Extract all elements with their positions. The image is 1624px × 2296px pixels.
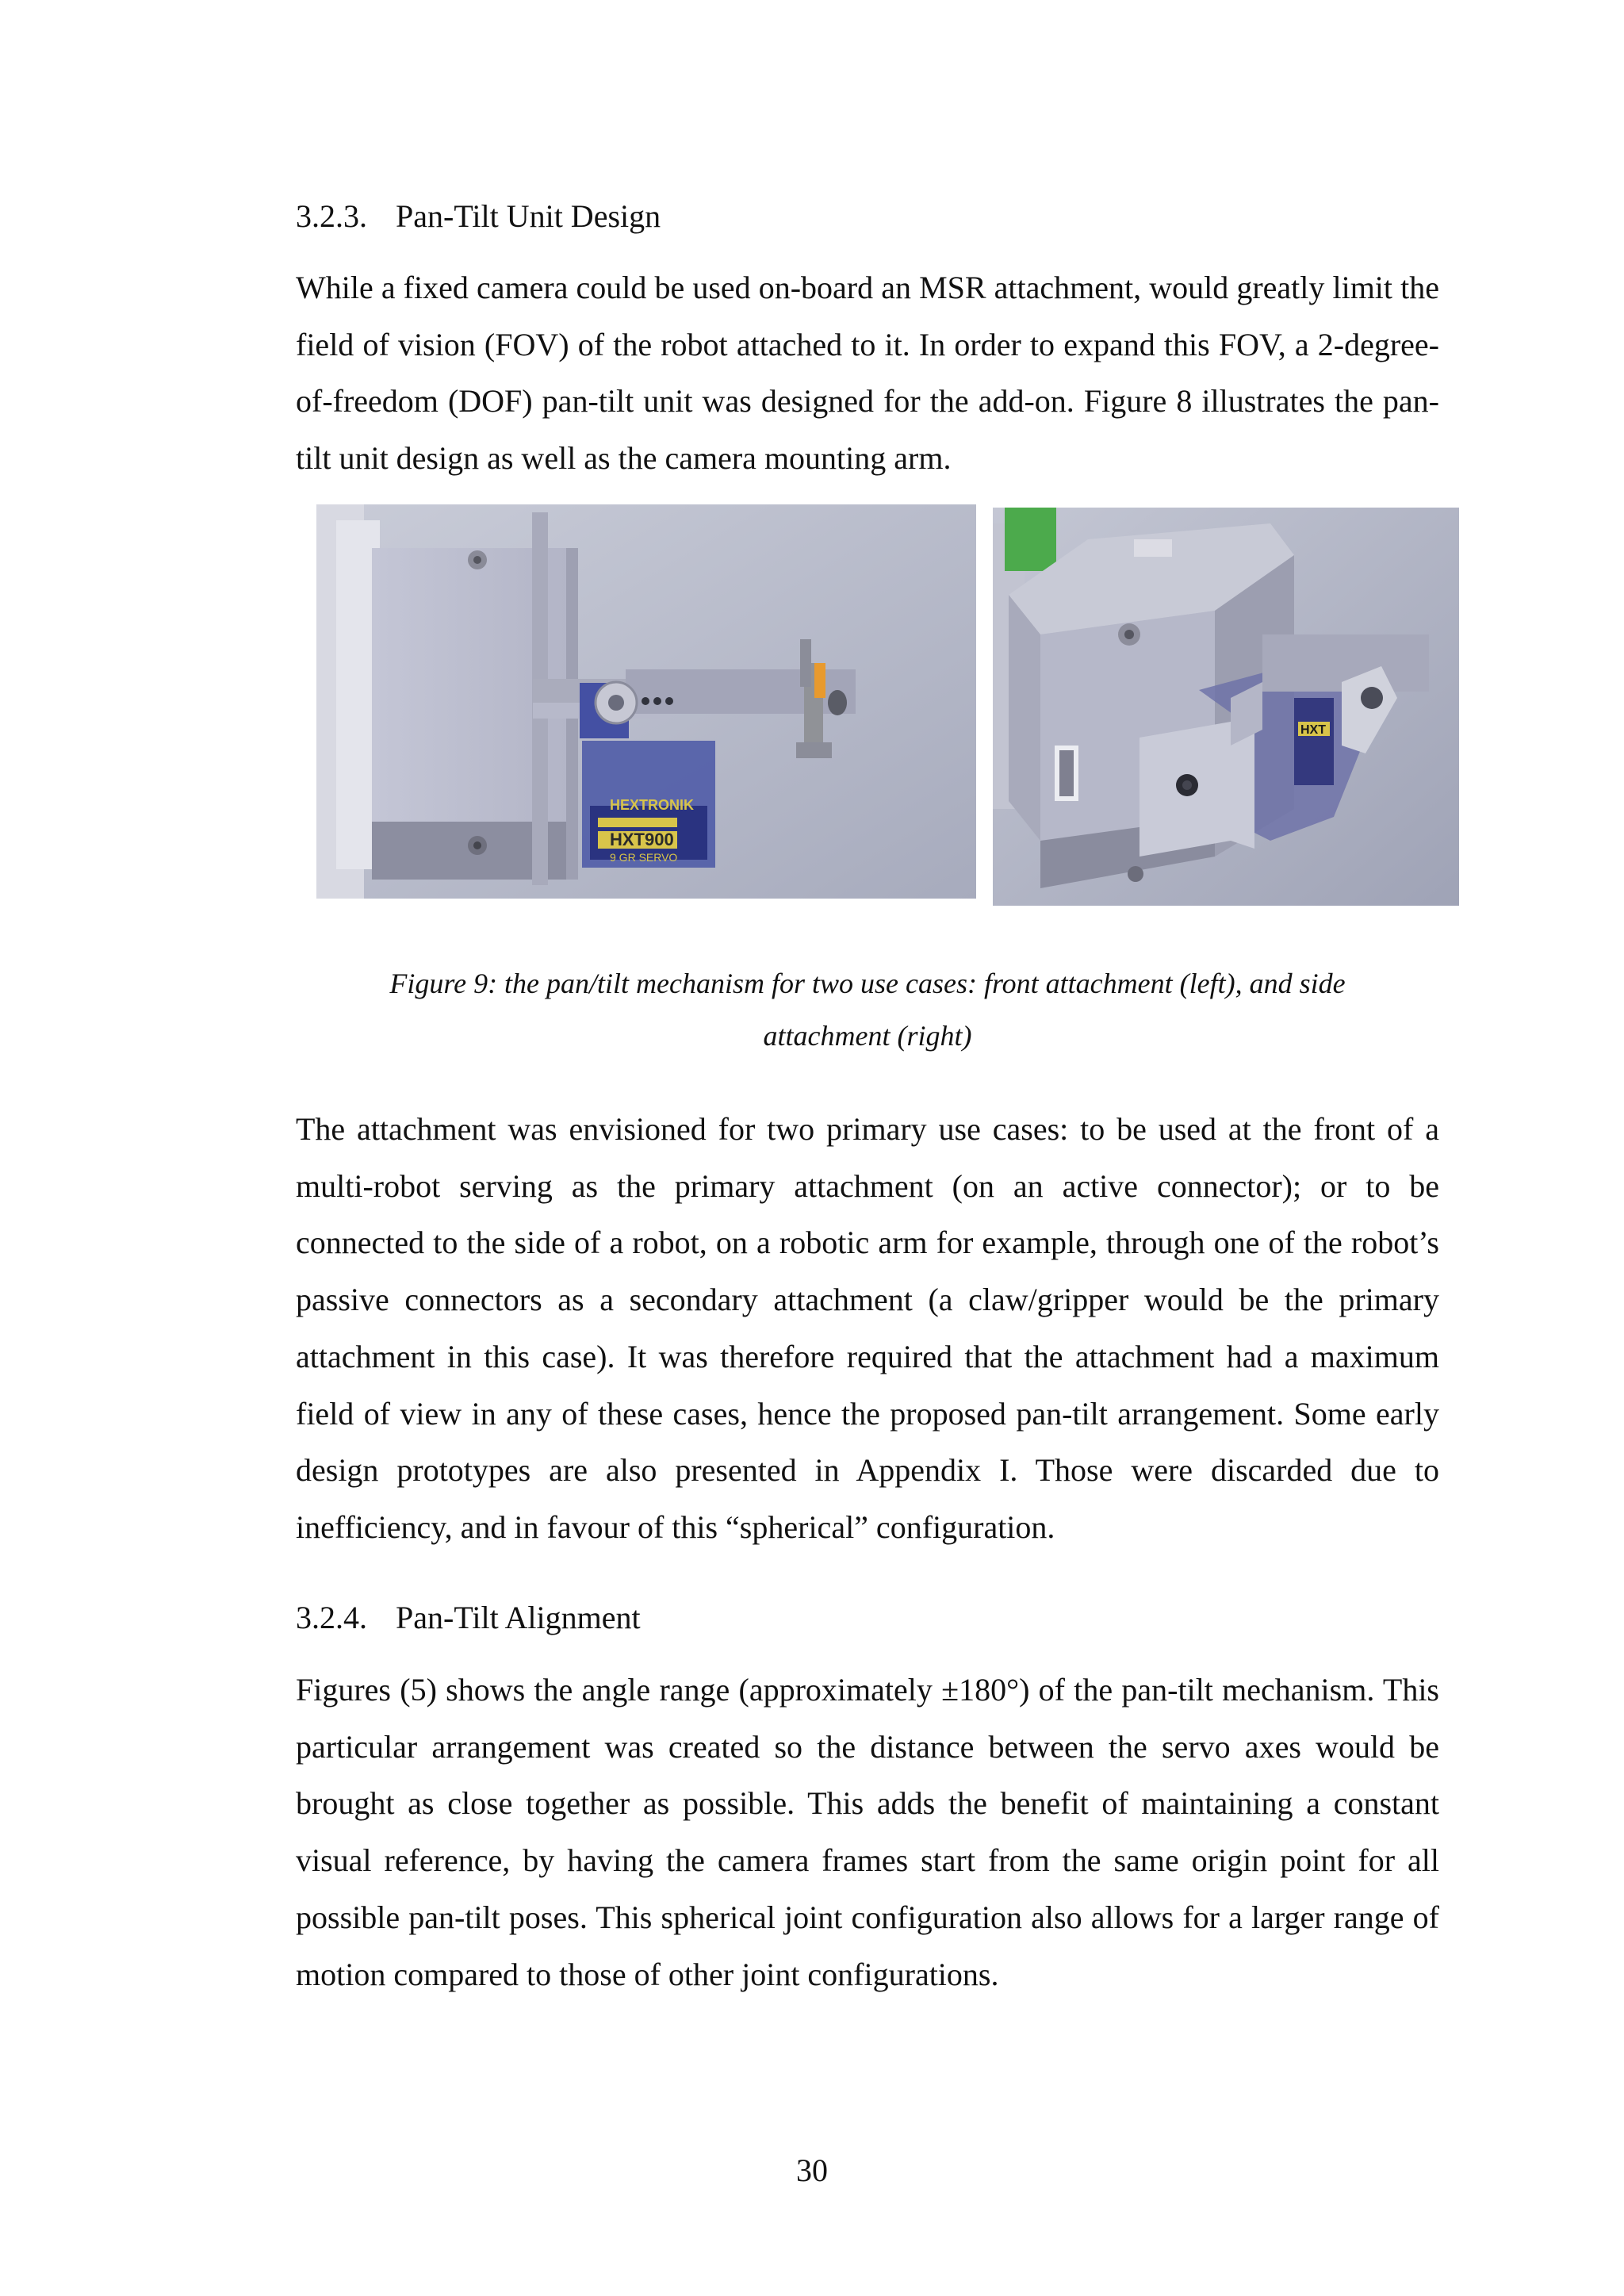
paragraph-pan-tilt-alignment: Figures (5) shows the angle range (approximately ±180°) of the pan-tilt mechanism. This particular arrangement was created so the distance between the servo axes would be brought as close together as possible. This adds the benefit of maintaining a constant visual reference, by having the camera frames start from the same origin point for all possible pan-tilt poses. This spherical joint configuration also allows for a larger range of motion compared to those of other joint configurations. [296,1672,1439,1992]
servo-label-brand: HEXTRONIK [610,797,695,813]
page-number: 30 [796,2152,828,2188]
paragraph-use-cases: The attachment was envisioned for two primary use cases: to be used at the front of a multi-robot serving as the primary attachment (on an active connector); or to be connected to the side of a robot, on a robotic arm for example, through one of the robot’s passive connectors as a secondary attachment (a claw/gripper would be the primary attachment in this case). It was therefore required that the attachment had a maximum field of view in any of these cases, hence the proposed pan-tilt arrangement. Some early design prototypes are also presented in Appendix I. Those were discarded due to inefficiency, and in favour of this “spherical” configuration. [296,1111,1439,1545]
figure-front-attachment [316,504,976,899]
servo-label-model: HXT900 [610,830,674,849]
servo-label-spec: 9 GR SERVO [610,851,678,864]
paragraph-pan-tilt-design: While a fixed camera could be used on-board an MSR attachment, would greatly limit the field of vision (FOV) of the robot attached to it. In order to expand this FOV, a 2-degree-of-freedom (DOF) pan-tilt unit was designed for the add-on. Figure 8 illustrates the pan-tilt unit design as well as the camera mounting arm. [296,270,1439,477]
servo-label-side: HXT [1300,723,1326,737]
figure-caption [296,957,1439,1062]
figure-side-attachment [993,508,1459,906]
section-title: Pan-Tilt Alignment [396,1600,641,1635]
section-heading-3-2-4 [296,1598,641,1638]
caption-line-2: attachment (right) [763,1020,972,1052]
section-heading-3-2-3 [296,197,661,236]
caption-line-1: Figure 9: the pan/tilt mechanism for two use cases: front attachment (left), and side [389,968,1346,999]
section-number: 3.2.3. [296,198,367,234]
section-number: 3.2.4. [296,1600,367,1635]
section-title: Pan-Tilt Unit Design [396,198,661,234]
